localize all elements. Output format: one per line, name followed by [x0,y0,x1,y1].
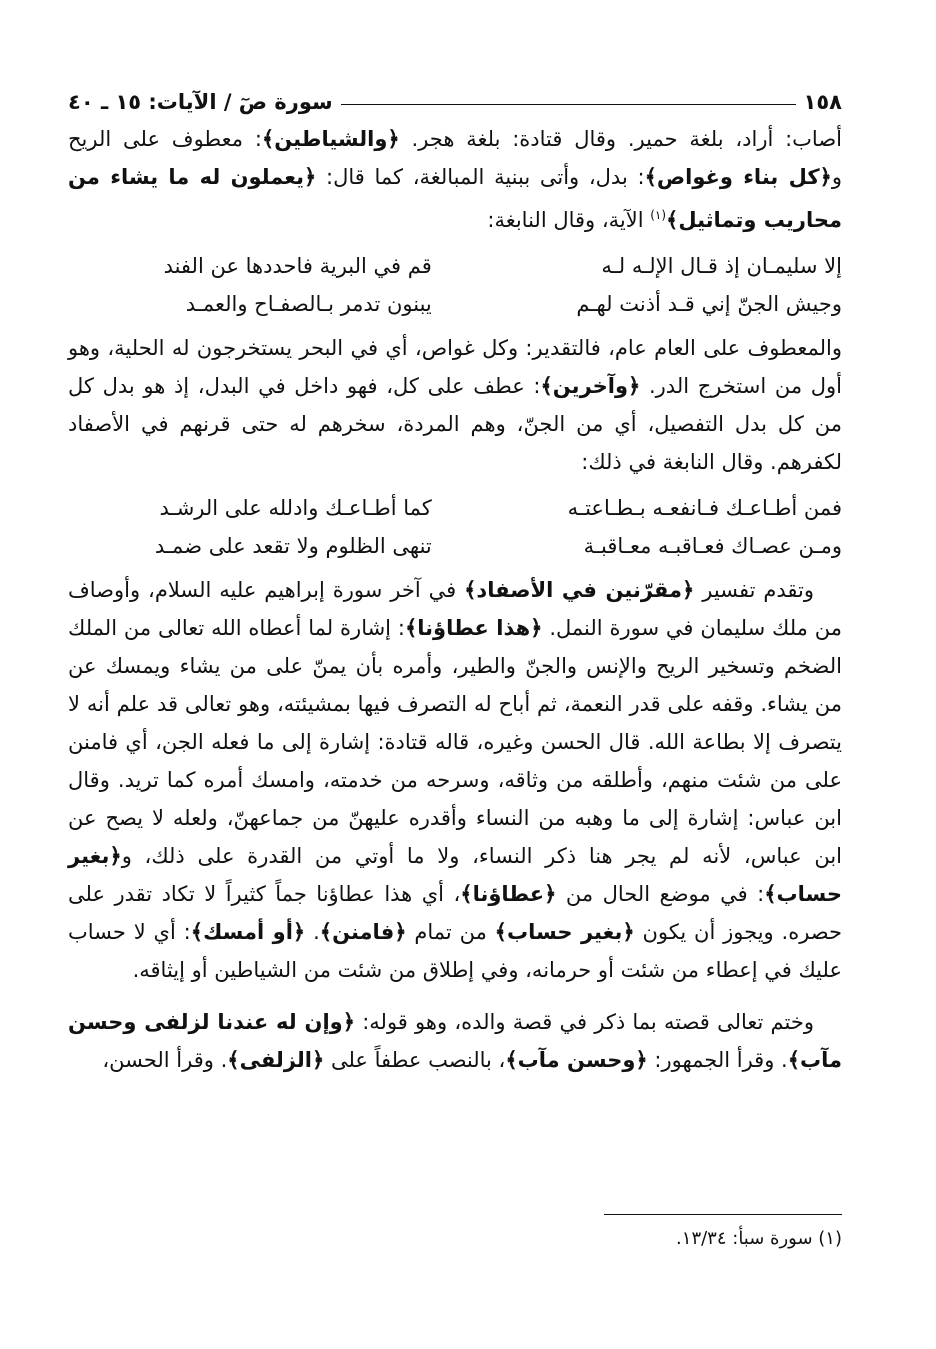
verse-first-hemistich: فمن أطـاعـك فـانفعـه بـطـاعتـه [567,496,842,520]
text-run: . وقرأ الحسن، [102,1048,228,1072]
quran-quote: ﴿مقرّنين في الأصفاد﴾ [464,578,695,602]
verse-second-hemistich: يبنون تدمر بـالصفـاح والعمـد [185,292,432,316]
text-run: من تمام [406,920,495,944]
paragraph-4 [68,1003,842,1079]
text-run: : أي لا حساب عليك في إعطاء من شئت أو حرمانه، وفي إطلاق من شئت من الشياطين أو إيثاقه. [68,920,842,982]
verse-first-hemistich: ومـن عصـاك فعـاقبـه معـاقبـة [583,534,842,558]
verse-second-hemistich: تنهى الظلوم ولا تقعد على ضمـد [154,534,432,558]
footnote-marker: (١) [650,208,667,222]
verse-line [68,527,842,565]
text-run: وتقدم تفسير [694,578,814,602]
running-header [68,80,842,114]
quran-quote: ﴿عطاؤنا﴾ [460,882,557,906]
quran-quote: ﴿أو أمسك﴾ [190,920,306,944]
quran-quote: ﴿وإن له عندنا لزلفى وحسن مآب﴾ [68,1010,842,1072]
quran-quote: ﴿الزلفى﴾ [227,1048,325,1072]
text-run: : عطف على كل، فهو داخل في البدل، إذ هو بدل كل من كل بدل التفصيل، أي من الجنّ، وهم المردة، سخرهم له حتى قرنهم في الأصفاد لكفرهم. وقال النابغة في ذلك: [68,374,842,474]
verse-second-hemistich: كما أطـاعـك وادلله على الرشـد [159,496,432,520]
text-run: ، أي هذا عطاؤنا جماً كثيراً لا تكاد تقدر على حصره. ويجوز أن يكون [68,882,842,944]
quran-quote: ﴿والشياطين﴾ [261,127,400,151]
quran-quote: ﴿بغير حساب﴾ [494,920,635,944]
text-run: . [305,920,320,944]
quran-quote: ﴿وحسن مآب﴾ [505,1048,648,1072]
quran-quote: ﴿فامنن﴾ [319,920,407,944]
footnote-rule [604,1214,842,1215]
verse-second-hemistich: قم في البرية فاحددها عن الفند [163,254,432,278]
text-run: : معطوف على الريح و [68,127,843,189]
text-run: أصاب: أراد، بلغة حمير. وقال قتادة: بلغة هجر. [399,127,842,151]
running-title: سورة صٓ / الآيات: ١٥ ـ ٤٠ [68,90,333,114]
text-run: الآية، وقال النابغة: [487,208,651,232]
text-run: . وقرأ الجمهور: [647,1048,788,1072]
paragraph-2 [68,329,842,481]
paragraph-3 [68,571,842,989]
verse-first-hemistich: إلا سليمـان إذ قـال الإلـه لـه [601,254,842,278]
page-body [68,80,842,1079]
text-run: ، بالنصب عطفاً على [324,1048,506,1072]
poem-1 [68,247,842,323]
quran-quote: ﴿يعملون له ما يشاء من محاريب وتماثيل﴾ [68,165,842,232]
text-run: والمعطوف على العام عام، فالتقدير: وكل غواص، أي في البحر يستخرجون له الحلية، وهو أول من استخرج الدر. [68,336,842,398]
verse-first-hemistich: وجيش الجنّ إني قـد أذنت لهـم [576,292,842,316]
text-run: : بدل، وأتى ببنية المبالغة، كما قال: [316,165,645,189]
text-run: وختم تعالى قصته بما ذكر في قصة والده، وهو قوله: [355,1010,814,1034]
page-number: ١٥٨ [803,90,842,114]
footnote: (١) سورة سبأ: ١٣/٣٤. [676,1228,842,1249]
quran-quote: ﴿وآخرين﴾ [540,374,641,398]
text-run: في آخر سورة إبراهيم عليه السلام، وأوصاف من ملك سليمان في سورة النمل. [68,578,843,640]
poem-2 [68,489,842,565]
quran-quote: ﴿هذا عطاؤنا﴾ [404,616,543,640]
verse-line [68,489,842,527]
verse-line [68,285,842,323]
verse-line [68,247,842,285]
paragraph-1 [68,120,842,239]
header-rule [341,104,796,105]
quran-quote: ﴿كل بناء وغواص﴾ [644,165,832,189]
text-run: : في موضع الحال من [556,882,765,906]
text-run: : إشارة لما أعطاه الله تعالى من الملك الضخم وتسخير الريح والإنس والجنّ والطير، وأمره بأن يمنّ على من يشاء ويمسك عن من يشاء. وقفه على قدر النعمة، ثم أباح له التصرف فيها بمشيئته، وهو تعالى قد علم أنه لا يتصرف إلا بطاعة الله. قال الحسن وغيره، قاله قتادة: إشارة إلى ما فعله الجن، أي فامنن على من شئت منهم، وأطلقه من وثاقه، وسرحه من خدمته، وامسك أمره كما تريد. وقال ابن عباس: إشارة إلى ما وهبه من النساء وأقدره عليهنّ من جماعهنّ، ولعله لا يصح عن ابن عباس، لأنه لم يجر هنا ذكر النساء، ولا ما أوتي من القدرة على ذلك، و [68,616,842,868]
quran-quote: ﴿بغير حساب﴾ [68,844,843,906]
